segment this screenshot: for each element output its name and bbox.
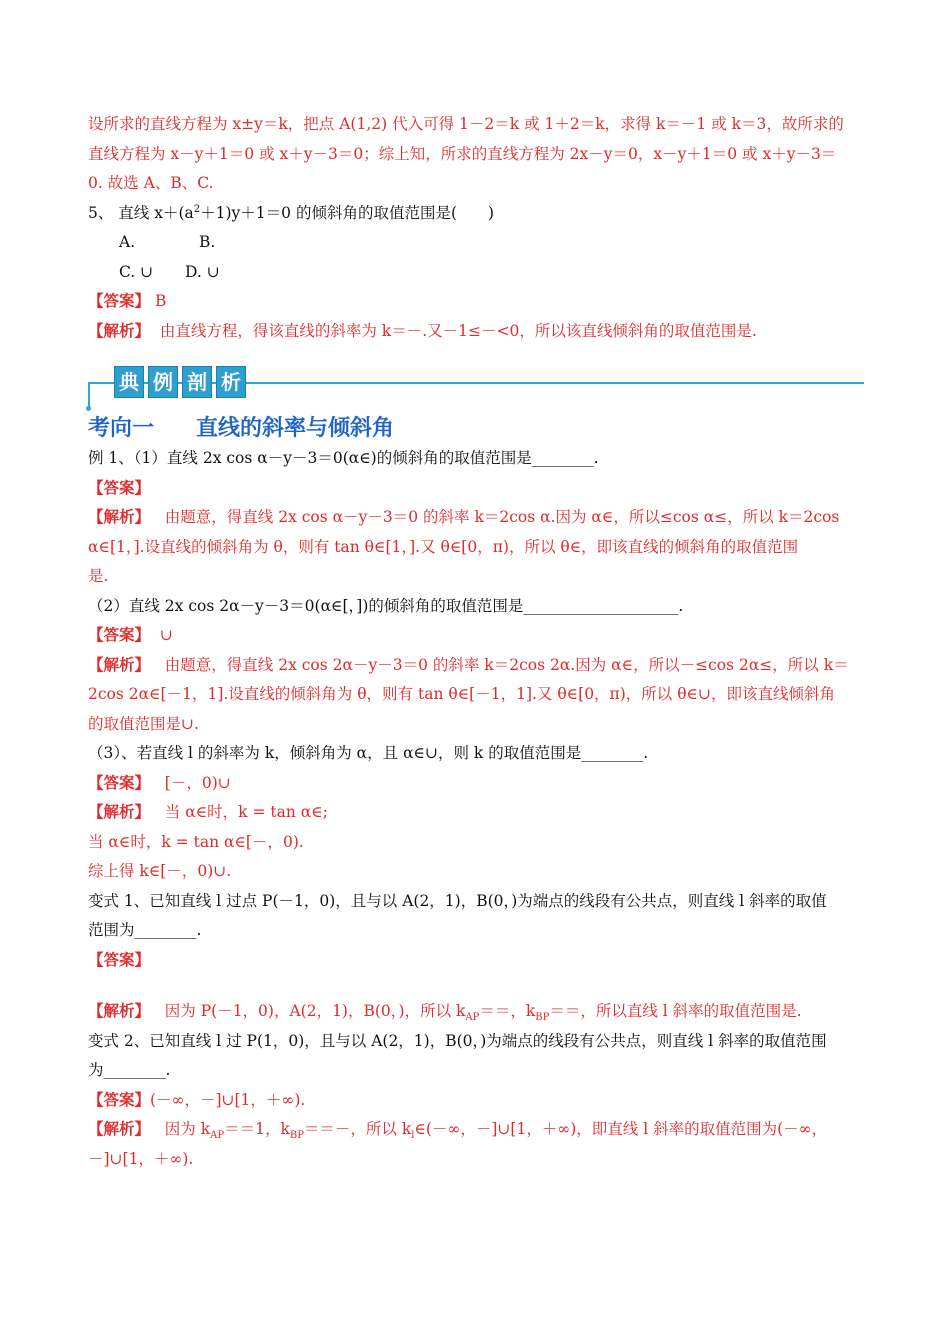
section-banner [88, 362, 864, 414]
q5-options-ab [88, 228, 864, 258]
option-d: D. ∪ [185, 262, 220, 281]
analysis-tag: 【解析】 [88, 321, 151, 340]
intro-line-1: 设所求的直线方程为 x±y＝k，把点 A(1,2) 代入可得 1－2＝k 或 1＋2＝k，求得 k＝－1 或 k＝3，故所求的 [88, 115, 844, 133]
q5-analysis [88, 317, 864, 347]
answer-tag: 【答案】 [88, 1090, 151, 1109]
example-1-part-2: （2）直线 2x cos 2α－y－3＝0(α∈[，])的倾斜角的取值范围是____________________. [88, 596, 684, 615]
analysis-text: 由题意，得直线 2x cos α－y－3＝0 的斜率 k＝2cos α.因为 α∈，所以≤cos α≤，所以 k＝2cos [164, 508, 840, 526]
q5-options-cd [88, 258, 864, 288]
analysis-text: 因为 k [164, 1120, 211, 1138]
example-1-part-1: 例 1、（1）直线 2x cos α－y－3＝0(α∈)的倾斜角的取值范围是________. [88, 449, 599, 467]
answer-tag: 【答案】 [88, 626, 151, 644]
ex1-analysis-3-line-2: 当 α∈时，k = tan α∈[－，0). [88, 832, 304, 851]
analysis-tag: 【解析】 [88, 803, 151, 821]
variant-2-line-1: 变式 2、已知直线 l 过 P(1，0)，且与以 A(2，1)，B(0，)为端点的线段有公共点，则直线 l 斜率的取值范围 [88, 1031, 827, 1050]
analysis-text: ＝＝1，k [224, 1120, 290, 1138]
ex1-analysis-3-line-1 [88, 798, 864, 828]
banner-char: 典 [114, 366, 144, 398]
banner-char: 例 [148, 366, 178, 398]
ex1-answer-1 [88, 474, 864, 504]
heading-title: 直线的斜率与倾斜角 [196, 416, 395, 441]
analysis-tag: 【解析】 [88, 1120, 151, 1138]
var2-analysis-line-2: －]∪[1，＋∞). [88, 1149, 194, 1168]
ex1-analysis-1-line-1 [88, 503, 864, 533]
subscript-bp: BP [535, 1012, 550, 1024]
analysis-text: ＝＝，k [479, 1002, 536, 1020]
analysis-tag: 【解析】 [88, 655, 151, 674]
subscript-l: l [411, 1130, 415, 1142]
q5-stem-part: ＋1)y＋1＝0 的倾斜角的取值范围是( ) [200, 203, 495, 222]
analysis-tag: 【解析】 [88, 508, 151, 526]
ex1-analysis-2-line-1 [88, 651, 864, 681]
variant-2-line-2: 为________. [88, 1061, 171, 1079]
variant-1-line-1: 变式 1、已知直线 l 过点 P(－1，0)，且与以 A(2，1)，B(0，)为端点的线段有公共点，则直线 l 斜率的取值 [88, 891, 827, 910]
ex1-analysis-1-line-3: 是. [88, 567, 109, 585]
var2-answer [88, 1086, 864, 1116]
ex1-analysis-2-line-3: 的取值范围是∪. [88, 714, 199, 733]
answer-tag: 【答案】 [88, 478, 151, 497]
intro-line-3: 0. 故选 A、B、C. [88, 174, 214, 192]
heading-number: 考向一 [88, 416, 155, 441]
blank-space [88, 975, 864, 997]
var1-analysis [88, 997, 864, 1027]
q5-superscript: 2 [193, 203, 201, 215]
answer-tag: 【答案】 [88, 292, 151, 310]
analysis-tag: 【解析】 [88, 1002, 151, 1020]
var2-analysis-line-1 [88, 1115, 864, 1145]
option-c: C. ∪ [119, 262, 154, 281]
document-page [88, 110, 864, 1174]
ex1-analysis-1-line-2: α∈[1，].设直线的倾斜角为 θ，则有 tan θ∈[1，].又 θ∈[0，π)，所以 θ∈，即该直线的倾斜角的取值范围 [88, 537, 799, 556]
answer-tag: 【答案】 [88, 773, 151, 792]
analysis-text: 因为 P(－1，0)，A(2，1)，B(0，)，所以 k [164, 1002, 466, 1020]
analysis-text: ＝＝，所以直线 l 斜率的取值范围是. [549, 1002, 802, 1020]
q5-answer [88, 287, 864, 317]
ex1-answer-3 [88, 769, 864, 799]
banner-title [114, 366, 246, 398]
answer-value: B [154, 292, 167, 310]
answer-tag: 【答案】 [88, 950, 151, 969]
banner-dot [86, 406, 91, 411]
banner-char: 析 [216, 366, 246, 398]
variant-1-line-2: 范围为________. [88, 921, 202, 939]
option-b: B. [199, 233, 216, 251]
example-1-part-3: （3）、若直线 l 的斜率为 k，倾斜角为 α，且 α∈∪，则 k 的取值范围是________. [88, 744, 649, 762]
subscript-ap: AP [465, 1012, 480, 1024]
question-5-stem [88, 199, 864, 229]
answer-value: ∪ [159, 626, 173, 644]
ex1-analysis-3-line-3: 综上得 k∈[－，0)∪. [88, 862, 232, 880]
answer-value: [－，0)∪ [164, 773, 231, 792]
answer-value: (－∞，－]∪[1，＋∞). [150, 1090, 306, 1109]
section-heading [88, 414, 864, 444]
intro-line-2: 直线方程为 x－y＋1＝0 或 x＋y－3＝0；综上知，所求的直线方程为 2x－y＝0，x－y＋1＝0 或 x＋y－3＝ [88, 144, 837, 163]
analysis-text: 当 α∈时，k = tan α∈; [164, 803, 328, 821]
analysis-text: ＝＝－，所以 k [303, 1120, 412, 1138]
var1-answer [88, 946, 864, 976]
q5-stem-part: 5、 直线 x＋(a [88, 203, 194, 222]
subscript-ap: AP [210, 1130, 225, 1142]
analysis-text: ∈(－∞，－]∪[1，＋∞)，即直线 l 斜率的取值范围为(－∞， [414, 1120, 828, 1138]
ex1-answer-2 [88, 621, 864, 651]
analysis-text: 由直线方程，得该直线的斜率为 k＝－.又－1≤－<0，所以该直线倾斜角的取值范围是. [159, 321, 757, 340]
option-a: A. [119, 233, 136, 251]
analysis-text: 由题意，得直线 2x cos 2α－y－3＝0 的斜率 k＝2cos 2α.因为 α∈，所以－≤cos 2α≤，所以 k＝ [164, 655, 849, 674]
subscript-bp: BP [289, 1130, 304, 1142]
ex1-analysis-2-line-2: 2cos 2α∈[－1，1].设直线的倾斜角为 θ，则有 tan θ∈[－1，1].又 θ∈[0，π)，所以 θ∈∪，即该直线倾斜角 [88, 685, 836, 703]
banner-char: 剖 [182, 366, 212, 398]
